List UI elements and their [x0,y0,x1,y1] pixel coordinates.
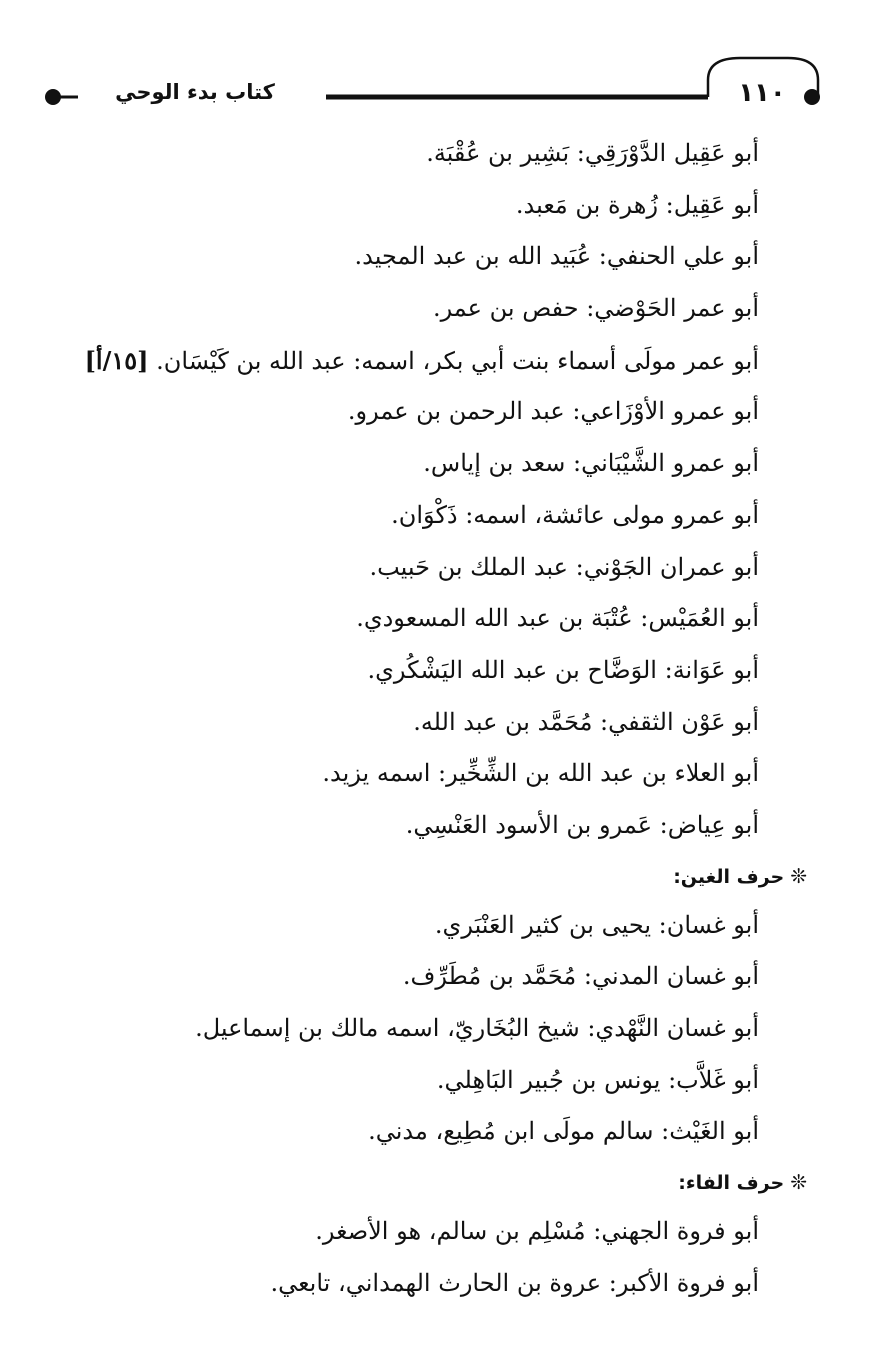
list-item [139,180,759,232]
entry-text: أبو الغَيْث: سالم مولَى ابن مُطِيع، مدني. [368,1117,759,1146]
entry-text: أبو عمرو مولى عائشة، اسمه: ذَكْوَان. [391,500,759,529]
entry-text: أبو غسان النَّهْدي: شيخ البُخَاريّ، اسمه مالك بن إسماعيل. [195,1014,759,1042]
entry-text: أبو غسان المدني: مُحَمَّد بن مُطَرِّف. [402,962,759,991]
entry-text: أبو عمرو الشَّيْبَاني: سعد بن إياس. [423,449,759,478]
entry-text: أبو العُمَيْس: عُتْبَة بن عبد الله المسعودي. [356,604,759,633]
entry-text: أبو عمر الحَوْضي: حفص بن عمر. [432,294,759,323]
entry-text: أبو عمرو الأوْزَاعي: عبد الرحمن بن عمرو. [347,397,759,426]
entry-text: أبو عمر مولَى أسماء بنت أبي بكر، اسمه: عبد الله بن كَيْسَان. [156,346,759,375]
list-item [139,593,759,645]
list-item [139,1003,759,1055]
page-body [84,128,807,1309]
entry-text: أبو غسان: يحيى بن كثير العَنْبَري. [434,910,759,939]
entry-text: أبو عمران الجَوْني: عبد الملك بن حَبيب. [369,552,759,581]
page-header [0,0,879,130]
section-heading-fa [139,1158,807,1206]
section-heading-ghain [139,852,807,900]
list-item [139,1258,759,1310]
list-item [139,645,759,697]
list-item [139,542,759,594]
header-ornament [0,0,879,130]
asterism-icon: ❊ [790,863,807,888]
entry-text: أبو عَوَانة: الوَضَّاح بن عبد الله اليَشْكُري. [367,655,759,684]
running-title: كتاب بدء الوحي [115,80,275,104]
left-dot [45,89,61,105]
entry-text: أبو عَوْن الثقفي: مُحَمَّد بن عبد الله. [413,707,759,736]
list-item [139,697,759,749]
entry-text: أبو فروة الجهني: مُسْلِم بن سالم، هو الأصغر. [315,1217,759,1246]
list-item [84,335,759,387]
list-item [139,800,759,852]
list-item [139,1055,759,1107]
list-item [139,490,759,542]
list-item [139,951,759,1003]
list-item [139,1206,759,1258]
asterism-icon: ❊ [790,1170,807,1195]
folio-reference: [١٥/أ] [84,345,149,375]
list-item [139,748,759,800]
list-item [139,900,759,952]
list-item [139,438,759,490]
entry-text: أبو عَقِيل: زُهرة بن مَعبد. [515,190,759,219]
list-item [139,128,759,180]
entry-text: أبو علي الحنفي: عُبَيد الله بن عبد المجيد. [354,242,759,271]
entry-text: أبو غَلاَّب: يونس بن جُبير البَاهِلي. [436,1065,759,1094]
list-item [139,386,759,438]
entry-text: أبو فروة الأكبر: عروة بن الحارث الهمداني، تابعي. [270,1268,759,1297]
list-item [139,283,759,335]
page-number: ١١٠ [738,78,786,108]
list-item [139,1106,759,1158]
section-title: حرف الغين: [673,865,785,888]
entry-text: أبو عِياض: عَمرو بن الأسود العَنْسِي. [405,810,759,839]
right-dot [804,89,820,105]
section-title: حرف الفاء: [678,1172,785,1195]
list-item [139,231,759,283]
entry-text: أبو عَقِيل الدَّوْرَقِي: بَشِير بن عُقْبَة. [426,139,759,167]
entry-text: أبو العلاء بن عبد الله بن الشِّخِّير: اسمه يزيد. [322,759,759,788]
